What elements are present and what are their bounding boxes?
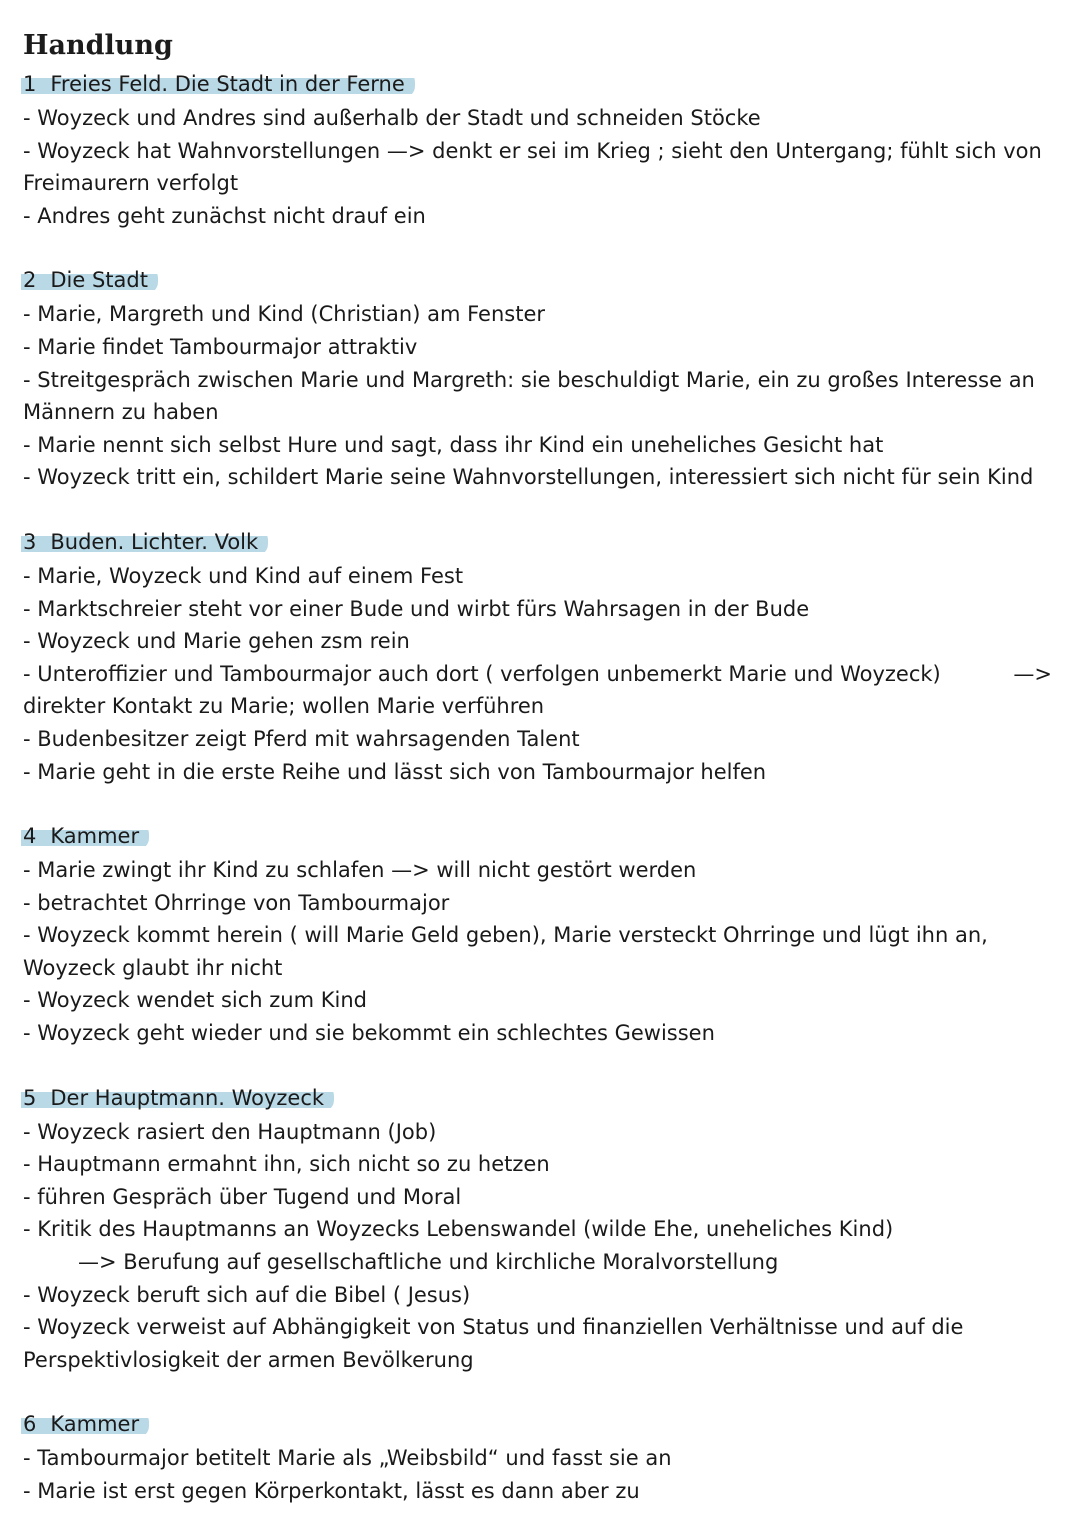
scene-heading [21, 70, 415, 98]
list-item: - Kritik des Hauptmanns an Woyzecks Lebenswandel (wilde Ehe, uneheliches Kind) [23, 1217, 894, 1242]
list-item: - Marie, Margreth und Kind (Christian) am Fenster [23, 302, 545, 327]
list-item: - Woyzeck wendet sich zum Kind [23, 988, 367, 1013]
list-item: - Woyzeck geht wieder und sie bekommt ein schlechtes Gewissen [23, 1021, 715, 1046]
scene-title: Kammer [50, 824, 140, 849]
scene-3 [23, 526, 1056, 788]
page-title: Handlung [23, 30, 173, 61]
list-item: - Woyzeck und Andres sind außerhalb der Stadt und schneiden Stöcke [23, 106, 761, 130]
list-item: - Marie nennt sich selbst Hure und sagt, dass ihr Kind ein uneheliches Gesicht hat [23, 432, 884, 457]
scene-points [23, 298, 1056, 494]
list-item: - Andres geht zunächst nicht drauf ein [23, 203, 426, 228]
list-item: - Budenbesitzer zeigt Pferd mit wahrsagenden Talent [23, 726, 580, 751]
scene-number: 4 [23, 824, 37, 849]
scene-heading [21, 822, 149, 850]
list-item: - betrachtet Ohrringe von Tambourmajor [23, 890, 450, 915]
scene-heading [21, 266, 158, 294]
scene-points [23, 102, 1056, 232]
scene-heading [21, 1410, 149, 1438]
scene-number: 6 [23, 1412, 37, 1437]
list-item: - Marie geht in die erste Reihe und lässt sich von Tambourmajor helfen [23, 759, 767, 784]
scene-5 [23, 1082, 1056, 1377]
scene-1 [23, 68, 1056, 232]
list-item: - Marie zwingt ihr Kind zu schlafen —> will nicht gestört werden [23, 858, 697, 883]
arrow-right-icon: —> [1013, 661, 1052, 686]
scene-points [23, 854, 1056, 1050]
scene-title: Kammer [50, 1412, 140, 1437]
scene-title: Die Stadt [50, 268, 148, 293]
list-item: - Woyzeck verweist auf Abhängigkeit von Status und finanziellen Verhältnisse und auf die Perspektivlosigkeit der armen Bevölkerung [23, 1315, 964, 1372]
list-item: - Woyzeck hat Wahnvorstellungen —> denkt er sei im Krieg ; sieht den Untergang; fühlt sich von Freimaurern verfolgt [23, 138, 1042, 196]
list-item: - führen Gespräch über Tugend und Moral [23, 1184, 462, 1209]
scene-number: 1 [23, 72, 37, 96]
list-item: - Marie findet Tambourmajor attraktiv [23, 334, 418, 359]
scene-title: Freies Feld. Die Stadt in der Ferne [50, 72, 405, 96]
list-item: - Woyzeck tritt ein, schildert Marie seine Wahnvorstellungen, interessiert sich nicht für sein Kind [23, 465, 1034, 490]
scene-title: Der Hauptmann. Woyzeck [50, 1085, 325, 1110]
scene-heading [21, 528, 268, 556]
list-item: - Marktschreier steht vor einer Bude und wirbt fürs Wahrsagen in der Bude [23, 596, 810, 621]
scene-points [23, 1442, 1056, 1507]
list-item: - Woyzeck kommt herein ( will Marie Geld geben), Marie versteckt Ohrringe und lügt ihn an, Woyzeck glaubt ihr nicht [23, 923, 988, 980]
list-item: - Marie, Woyzeck und Kind auf einem Fest [23, 563, 464, 588]
list-item-continuation: direkter Kontakt zu Marie; wollen Marie verführen [23, 694, 545, 719]
list-item: - Woyzeck und Marie gehen zsm rein [23, 629, 410, 654]
list-item-split [23, 658, 1056, 691]
scene-4 [23, 820, 1056, 1050]
scene-points [23, 560, 1056, 788]
list-item: - Woyzeck rasiert den Hauptmann (Job) [23, 1119, 437, 1144]
scene-heading [21, 1084, 334, 1112]
scene-points [23, 1116, 1056, 1377]
list-item: - Woyzeck beruft sich auf die Bibel ( Jesus) [23, 1282, 471, 1307]
list-item: - Marie ist erst gegen Körperkontakt, lässt es dann aber zu [23, 1479, 640, 1503]
list-item: - Tambourmajor betitelt Marie als „Weibsbild“ und fasst sie an [23, 1446, 672, 1471]
scene-2 [23, 264, 1056, 494]
list-item: - Streitgespräch zwischen Marie und Margreth: sie beschuldigt Marie, ein zu großes Interesse an Männern zu haben [23, 367, 1035, 425]
scene-number: 5 [23, 1085, 37, 1110]
point-main-text: - Unteroffizier und Tambourmajor auch dort ( verfolgen unbemerkt Marie und Woyzeck) [23, 661, 941, 686]
scene-6 [23, 1408, 1056, 1507]
scene-number: 2 [23, 268, 37, 293]
list-item: - Hauptmann ermahnt ihn, sich nicht so zu hetzen [23, 1152, 550, 1177]
scene-number: 3 [23, 529, 37, 554]
list-item-indented: —> Berufung auf gesellschaftliche und kirchliche Moralvorstellung [78, 1250, 779, 1275]
scene-title: Buden. Lichter. Volk [50, 529, 259, 554]
